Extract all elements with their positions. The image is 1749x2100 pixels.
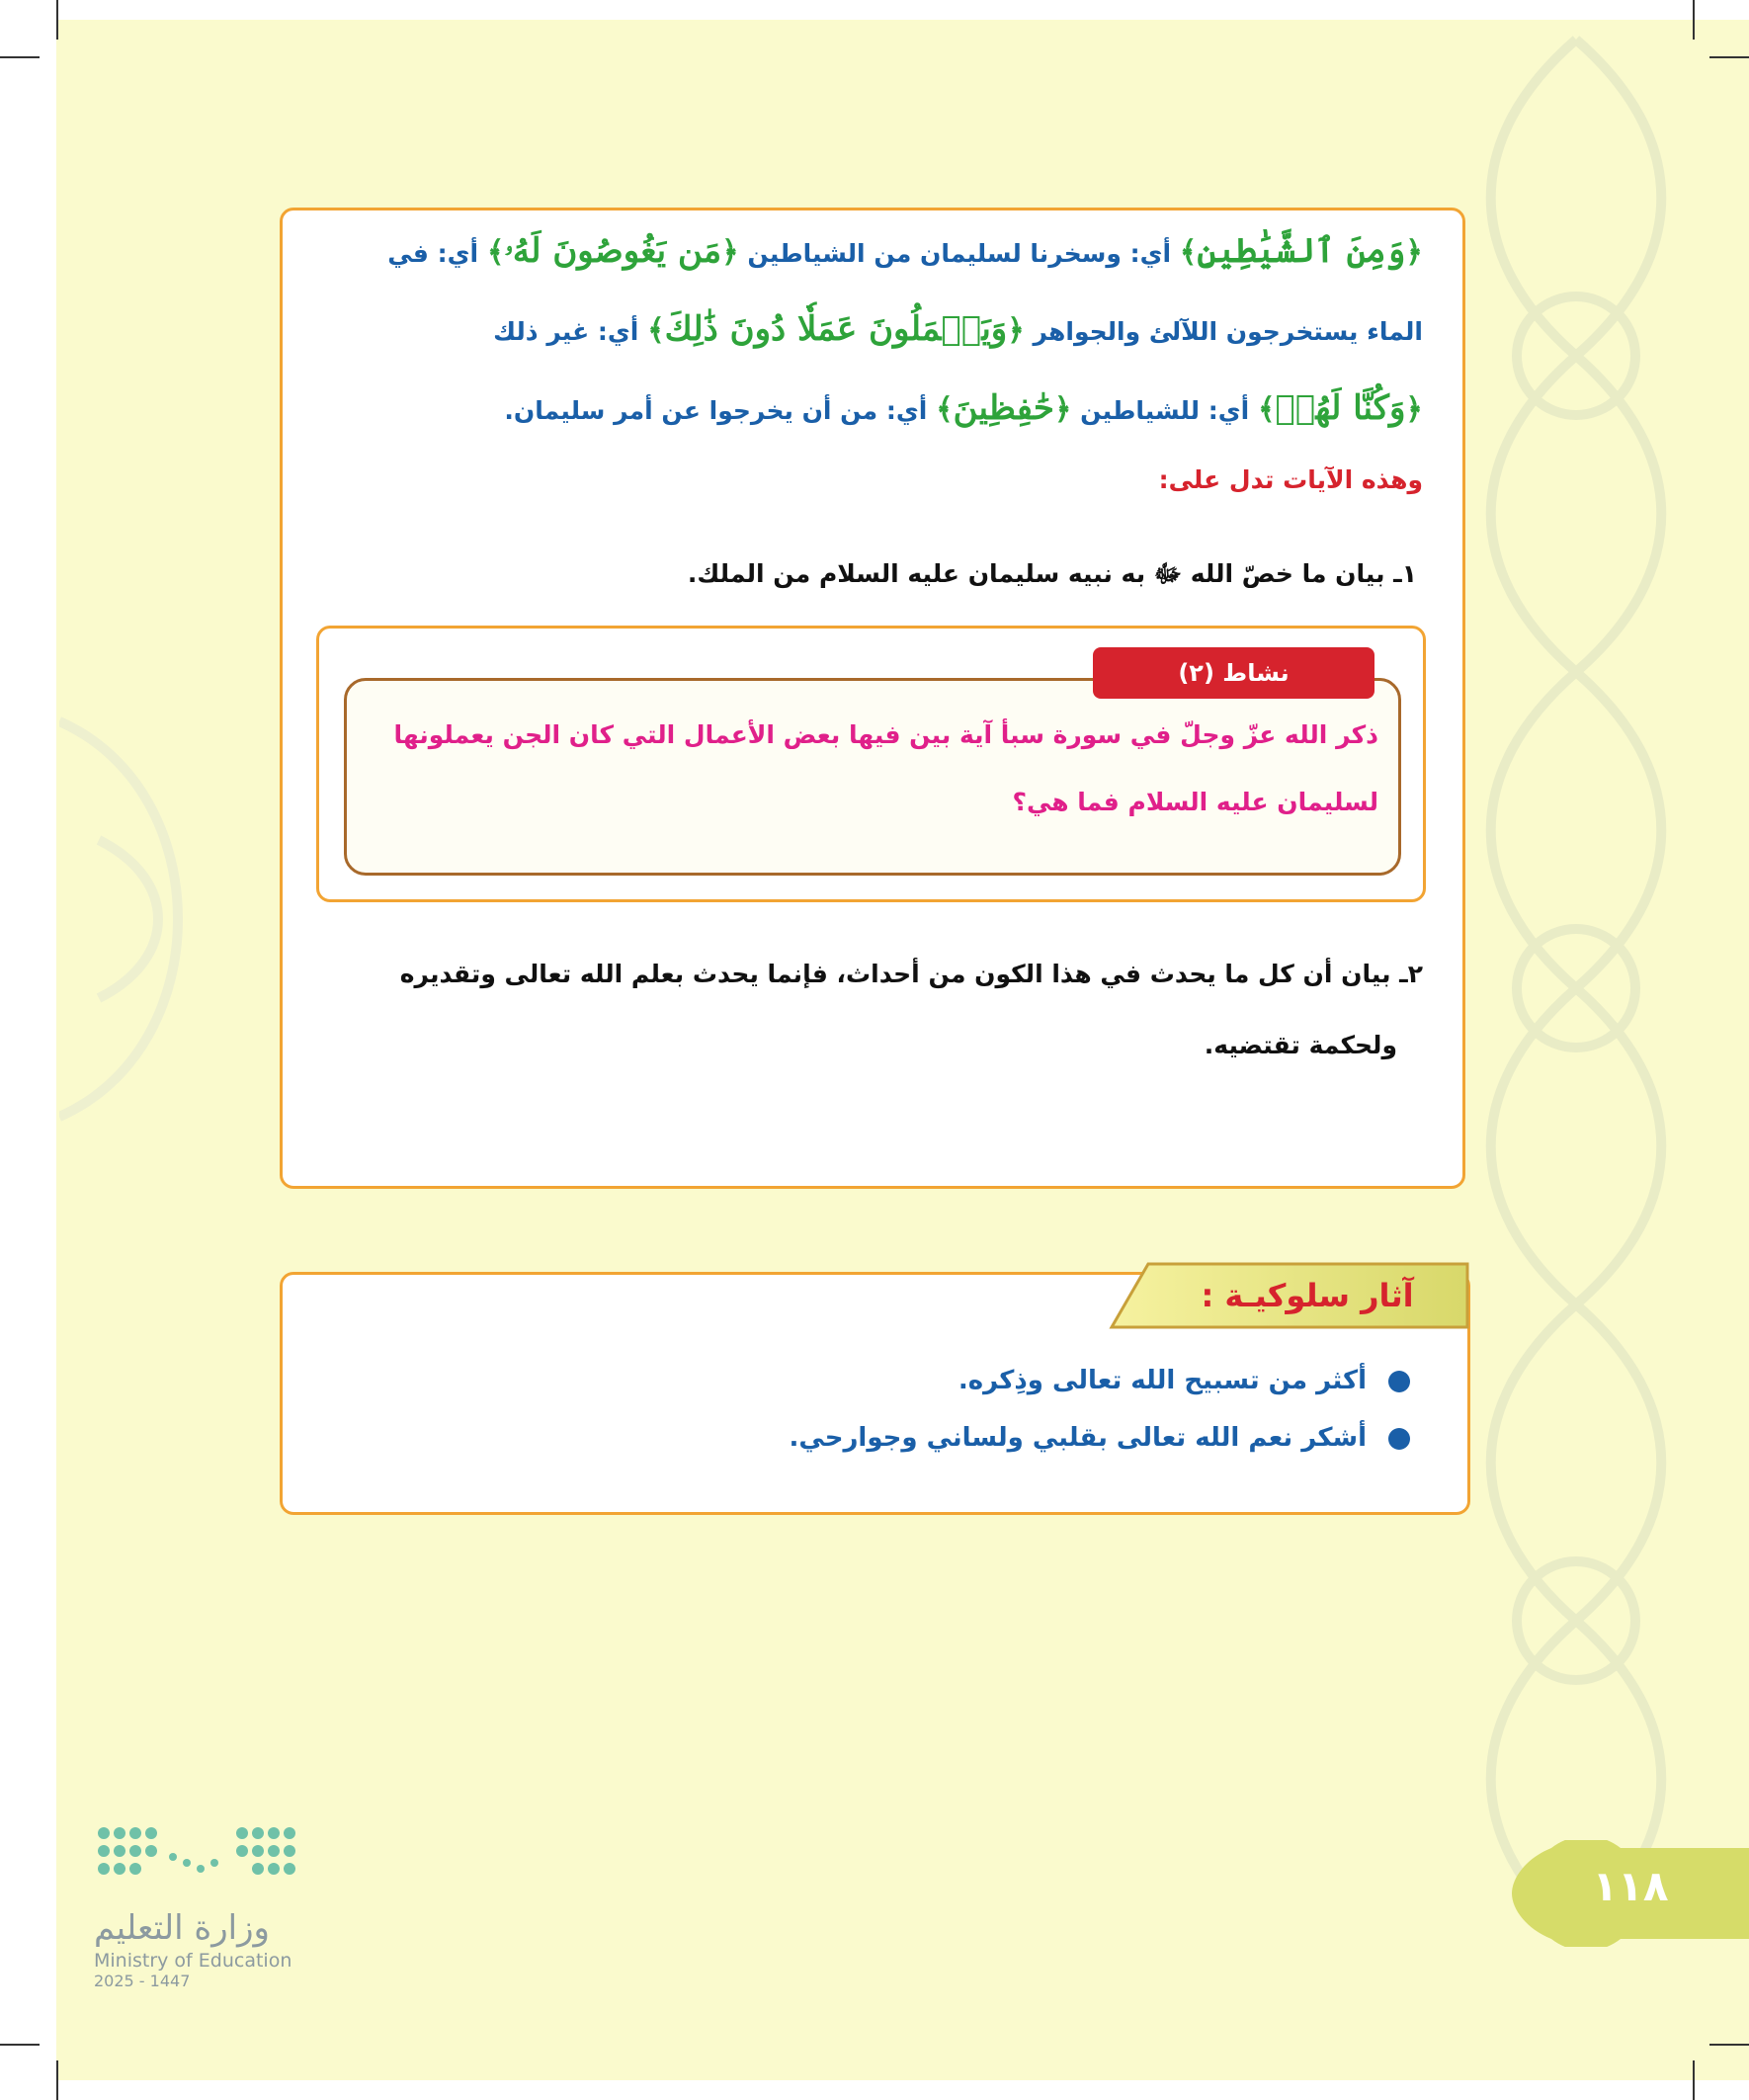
- logo-arabic: وزارة التعليم: [94, 1908, 270, 1948]
- verse-line-3: ﴿وَكُنَّا لَهُمۡ﴾ أي: للشياطين ﴿حَٰفِظِينَ﴾ أي: من أن يخرجوا عن أمر سليمان.: [504, 388, 1423, 428]
- quran-text: حَٰفِظِينَ: [953, 388, 1054, 428]
- quran-text: وَمِنَ ٱلشَّيَٰطِينِ: [1197, 231, 1406, 271]
- intro-text: وهذه الآيات تدل على:: [1158, 465, 1423, 494]
- ministry-logo: [94, 1823, 321, 1990]
- behavior-title: آثار سلوكيـة :: [1201, 1277, 1414, 1314]
- crop-mark: [1693, 0, 1695, 40]
- quran-text: وَيَعۡمَلُونَ عَمَلٗا دُونَ ذَٰلِكَ: [664, 309, 1008, 349]
- explanation-text: أي: من أن يخرجوا عن أمر سليمان.: [504, 396, 937, 425]
- crop-mark: [0, 56, 40, 58]
- explanation-text: أي: غير ذلك: [493, 317, 648, 346]
- logo-dots-icon: [94, 1823, 311, 1892]
- activity-label: نشاط (٢): [1093, 647, 1374, 699]
- behavior-header: [1109, 1261, 1470, 1330]
- quran-text: مَن يَغُوصُونَ لَهُۥ: [504, 231, 722, 271]
- explanation-text: الماء يستخرجون اللآلئ والجواهر: [1024, 317, 1423, 346]
- bullet-icon: [1388, 1428, 1410, 1450]
- page-number-badge: [1512, 1840, 1749, 1947]
- behavior-item-text: أكثر من تسبيح الله تعالى وذِكره.: [958, 1366, 1367, 1395]
- crop-mark: [1709, 2044, 1749, 2046]
- crop-mark: [1709, 56, 1749, 58]
- explanation-text: أي: للشياطين: [1071, 396, 1258, 425]
- logo-year: 2025 - 1447: [94, 1972, 191, 1990]
- activity-line-2: لسليمان عليه السلام فما هي؟: [1012, 788, 1378, 816]
- crop-mark: [1693, 2060, 1695, 2100]
- explanation-text: أي: في: [387, 239, 487, 268]
- explanation-text: أي: وسخرنا لسليمان من الشياطين: [738, 239, 1180, 268]
- verse-line-2: الماء يستخرجون اللآلئ والجواهر ﴿وَيَعۡمَلُونَ عَمَلٗا دُونَ ذَٰلِكَ﴾ أي: غير ذلك: [493, 309, 1423, 349]
- crop-mark: [56, 2060, 58, 2100]
- crop-mark: [56, 0, 58, 40]
- behavior-item: [958, 1366, 1410, 1395]
- point-2-line-2: ولحكمة تقتضيه.: [1204, 1031, 1397, 1059]
- logo-english: Ministry of Education: [94, 1950, 292, 1972]
- verse-line-1: ﴿وَمِنَ ٱلشَّيَٰطِينِ﴾ أي: وسخرنا لسليمان من الشياطين ﴿مَن يَغُوصُونَ لَهُۥ﴾ أي: في: [387, 231, 1423, 271]
- quran-text: وَكُنَّا لَهُمۡ: [1275, 388, 1406, 428]
- left-ornament: [59, 642, 316, 1196]
- crop-mark: [0, 2044, 40, 2046]
- bullet-icon: [1388, 1371, 1410, 1392]
- activity-line-1: ذكر الله عزّ وجلّ في سورة سبأ آية بين فيها بعض الأعمال التي كان الجن يعملونها: [393, 720, 1378, 749]
- activity-box: [344, 678, 1401, 876]
- behavior-item-text: أشكر نعم الله تعالى بقلبي ولساني وجوارحي.: [789, 1423, 1367, 1453]
- page-number: ١١٨: [1592, 1862, 1669, 1910]
- behavior-item: [790, 1423, 1410, 1453]
- lesson-box: [280, 208, 1465, 1189]
- point-1: ١ـ بيان ما خصّ الله ﷻ به نبيه سليمان عليه السلام من الملك.: [687, 559, 1417, 588]
- point-2-line-1: ٢ـ بيان أن كل ما يحدث في هذا الكون من أحداث، فإنما يحدث بعلم الله تعالى وتقديره: [399, 960, 1423, 988]
